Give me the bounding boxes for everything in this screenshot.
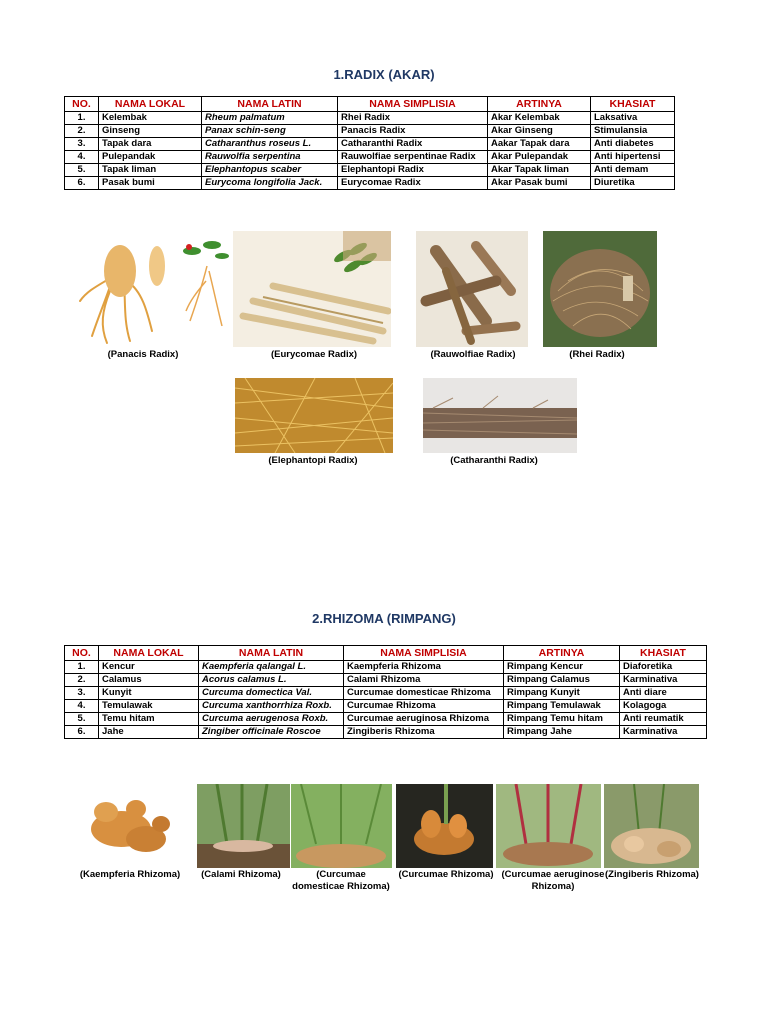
catharanthi-radix-photo (423, 378, 577, 453)
cell-artinya: Aakar Tapak dara (488, 138, 591, 151)
curcumae-aeruginose-rhizoma-caption: (Curcumae aeruginose Rhizoma) (501, 869, 605, 892)
cell-nama-simplisia: Catharanthi Radix (338, 138, 488, 151)
col-header-nama-simplisia: NAMA SIMPLISIA (344, 646, 504, 661)
cell-nama-latin: Curcuma aerugenosa Roxb. (199, 713, 344, 726)
cell-nama-lokal: Temu hitam (99, 713, 199, 726)
cell-khasiat: Anti diabetes (591, 138, 675, 151)
cell-nama-simplisia: Curcumae Rhizoma (344, 700, 504, 713)
cell-no: 3. (65, 687, 99, 700)
cell-nama-latin: Curcuma domectica Val. (199, 687, 344, 700)
cell-nama-simplisia: Curcumae aeruginosa Rhizoma (344, 713, 504, 726)
rauwolfiae-radix-photo (416, 231, 528, 347)
table-row (65, 713, 707, 726)
cell-nama-simplisia: Kaempferia Rhizoma (344, 661, 504, 674)
table-row (65, 125, 675, 138)
cell-khasiat: Anti reumatik (620, 713, 707, 726)
cell-nama-latin: Rauwolfia serpentina (202, 151, 338, 164)
col-header-artinya: ARTINYA (504, 646, 620, 661)
cell-no: 3. (65, 138, 99, 151)
curcumae-aeruginosa-rhizoma-photo (496, 784, 601, 868)
radix-section-title: 1.RADIX (AKAR) (333, 67, 435, 82)
cell-nama-lokal: Kelembak (99, 112, 202, 125)
panacis-radix-caption: (Panacis Radix) (107, 349, 179, 360)
cell-khasiat: Anti hipertensi (591, 151, 675, 164)
cell-nama-latin: Eurycoma longifolia Jack. (202, 177, 338, 190)
panacis-radix-photo (72, 231, 230, 347)
cell-artinya: Akar Pasak bumi (488, 177, 591, 190)
curcumae-rhizoma-photo (396, 784, 493, 868)
cell-artinya: Rimpang Temulawak (504, 700, 620, 713)
cell-nama-latin: Panax schin-seng (202, 125, 338, 138)
table-row (65, 164, 675, 177)
table-row (65, 674, 707, 687)
col-header-nama-latin: NAMA LATIN (199, 646, 344, 661)
cell-khasiat: Karminativa (620, 726, 707, 739)
kaempferia-rhizoma-photo (66, 784, 192, 868)
cell-khasiat: Karminativa (620, 674, 707, 687)
calami-rhizoma-photo (197, 784, 290, 868)
cell-artinya: Akar Tapak liman (488, 164, 591, 177)
col-header-artinya: ARTINYA (488, 97, 591, 112)
cell-no: 1. (65, 112, 99, 125)
cell-nama-lokal: Pasak bumi (99, 177, 202, 190)
cell-no: 5. (65, 713, 99, 726)
cell-nama-lokal: Calamus (99, 674, 199, 687)
cell-nama-lokal: Tapak liman (99, 164, 202, 177)
curcumae-domesticae-rhizoma-caption: (Curcumae domesticae Rhizoma) (292, 869, 390, 892)
cell-khasiat: Kolagoga (620, 700, 707, 713)
col-header-no: NO. (65, 97, 99, 112)
table-row (65, 151, 675, 164)
table-row (65, 700, 707, 713)
cell-nama-lokal: Ginseng (99, 125, 202, 138)
cell-nama-simplisia: Rauwolfiae serpentinae Radix (338, 151, 488, 164)
cell-khasiat: Laksativa (591, 112, 675, 125)
col-header-nama-lokal: NAMA LOKAL (99, 97, 202, 112)
curcumae-rhizoma-caption: (Curcumae Rhizoma) (398, 869, 494, 880)
elephantopi-radix-caption: (Elephantopi Radix) (268, 455, 358, 466)
cell-nama-lokal: Temulawak (99, 700, 199, 713)
calami-rhizoma-caption: (Calami Rhizoma) (201, 869, 281, 880)
col-header-khasiat: KHASIAT (591, 97, 675, 112)
cell-khasiat: Anti diare (620, 687, 707, 700)
table-row (65, 726, 707, 739)
cell-artinya: Rimpang Calamus (504, 674, 620, 687)
catharanthi-radix-caption: (Catharanthi Radix) (450, 455, 538, 466)
cell-nama-simplisia: Zingiberis Rhizoma (344, 726, 504, 739)
cell-nama-simplisia: Eurycomae Radix (338, 177, 488, 190)
col-header-nama-lokal: NAMA LOKAL (99, 646, 199, 661)
elephantopi-radix-photo (235, 378, 393, 453)
eurycomae-radix-caption: (Eurycomae Radix) (270, 349, 358, 360)
cell-nama-lokal: Kunyit (99, 687, 199, 700)
cell-no: 2. (65, 125, 99, 138)
cell-khasiat: Diaforetika (620, 661, 707, 674)
table-row (65, 112, 675, 125)
table-row (65, 177, 675, 190)
cell-no: 6. (65, 726, 99, 739)
col-header-khasiat: KHASIAT (620, 646, 707, 661)
cell-artinya: Akar Kelembak (488, 112, 591, 125)
cell-nama-latin: Catharanthus roseus L. (202, 138, 338, 151)
cell-nama-simplisia: Elephantopi Radix (338, 164, 488, 177)
cell-artinya: Rimpang Kencur (504, 661, 620, 674)
rhei-radix-caption: (Rhei Radix) (569, 349, 625, 360)
cell-nama-latin: Elephantopus scaber (202, 164, 338, 177)
cell-khasiat: Stimulansia (591, 125, 675, 138)
rauwolfiae-radix-caption: (Rauwolfiae Radix) (430, 349, 516, 360)
rhizoma-table (64, 645, 707, 739)
cell-artinya: Akar Pulepandak (488, 151, 591, 164)
cell-khasiat: Diuretika (591, 177, 675, 190)
kaempferia-rhizoma-caption: (Kaempferia Rhizoma) (79, 869, 181, 880)
eurycomae-radix-photo (233, 231, 391, 347)
cell-nama-simplisia: Rhei Radix (338, 112, 488, 125)
table-row (65, 661, 707, 674)
col-header-nama-latin: NAMA LATIN (202, 97, 338, 112)
cell-nama-simplisia: Curcumae domesticae Rhizoma (344, 687, 504, 700)
col-header-no: NO. (65, 646, 99, 661)
zingiberis-rhizoma-caption: (Zingiberis Rhizoma) (605, 869, 699, 880)
cell-no: 1. (65, 661, 99, 674)
radix-table (64, 96, 675, 190)
cell-nama-simplisia: Calami Rhizoma (344, 674, 504, 687)
rhizoma-section-title: 2.RHIZOMA (RIMPANG) (312, 611, 456, 626)
cell-nama-simplisia: Panacis Radix (338, 125, 488, 138)
cell-artinya: Rimpang Kunyit (504, 687, 620, 700)
cell-nama-latin: Zingiber officinale Roscoe (199, 726, 344, 739)
rhizoma-table-header (65, 646, 707, 661)
zingiberis-rhizoma-photo (604, 784, 699, 868)
cell-no: 6. (65, 177, 99, 190)
cell-no: 4. (65, 700, 99, 713)
cell-nama-latin: Rheum palmatum (202, 112, 338, 125)
cell-nama-lokal: Kencur (99, 661, 199, 674)
cell-nama-lokal: Tapak dara (99, 138, 202, 151)
curcumae-domesticae-rhizoma-photo (291, 784, 392, 868)
cell-artinya: Akar Ginseng (488, 125, 591, 138)
radix-table-header (65, 97, 675, 112)
cell-khasiat: Anti demam (591, 164, 675, 177)
cell-nama-lokal: Jahe (99, 726, 199, 739)
rhei-radix-photo (543, 231, 657, 347)
cell-nama-lokal: Pulepandak (99, 151, 202, 164)
cell-nama-latin: Kaempferia qalangal L. (199, 661, 344, 674)
cell-no: 2. (65, 674, 99, 687)
cell-artinya: Rimpang Jahe (504, 726, 620, 739)
table-row (65, 138, 675, 151)
table-row (65, 687, 707, 700)
cell-nama-latin: Acorus calamus L. (199, 674, 344, 687)
cell-nama-latin: Curcuma xanthorrhiza Roxb. (199, 700, 344, 713)
cell-no: 5. (65, 164, 99, 177)
cell-artinya: Rimpang Temu hitam (504, 713, 620, 726)
cell-no: 4. (65, 151, 99, 164)
col-header-nama-simplisia: NAMA SIMPLISIA (338, 97, 488, 112)
